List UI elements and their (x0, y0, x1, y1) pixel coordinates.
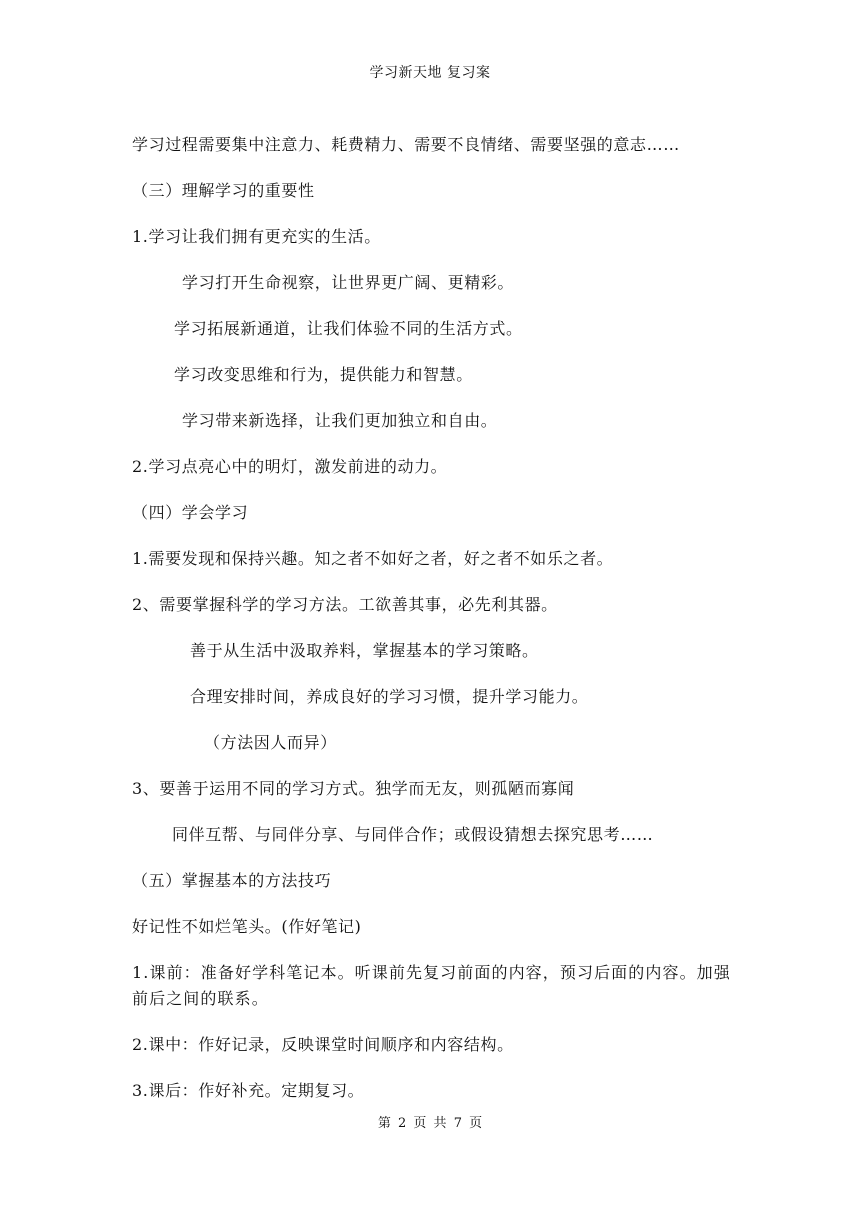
sub-point: 学习拓展新通道，让我们体验不同的生活方式。 (174, 319, 523, 338)
sub-point: 善于从生活中汲取养料，掌握基本的学习策略。 (190, 641, 539, 660)
sub-point: 学习带来新选择，让我们更加独立和自由。 (182, 411, 498, 430)
section-heading-3: （三）理解学习的重要性 (132, 181, 315, 200)
point-1: 1.需要发现和保持兴趣。知之者不如好之者，好之者不如乐之者。 (132, 549, 614, 568)
section-heading-4: （四）学会学习 (132, 503, 249, 522)
point-2: 2.学习点亮心中的明灯，激发前进的动力。 (132, 457, 448, 476)
point-3: 3.课后：作好补充。定期复习。 (132, 1081, 365, 1100)
document-body (132, 132, 732, 1124)
page-header: 学习新天地 复习案 (369, 65, 491, 81)
proverb: 好记性不如烂笔头。(作好笔记) (132, 917, 362, 936)
sub-point: 合理安排时间，养成良好的学习习惯，提升学习能力。 (190, 687, 589, 706)
point-2: 2、需要掌握科学的学习方法。工欲善其事，必先利其器。 (132, 595, 558, 614)
point-3: 3、要善于运用不同的学习方式。独学而无友，则孤陋而寡闻 (132, 779, 575, 798)
sub-point: 学习改变思维和行为，提供能力和智慧。 (174, 365, 473, 384)
paragraph-learning-process: 学习过程需要集中注意力、耗费精力、需要不良情绪、需要坚强的意志…… (132, 135, 680, 154)
section-heading-5: （五）掌握基本的方法技巧 (132, 871, 332, 890)
point-1: 1.课前：准备好学科笔记本。听课前先复习前面的内容，预习后面的内容。加强前后之间的联系。 (132, 963, 731, 1008)
point-1: 1.学习让我们拥有更充实的生活。 (132, 227, 381, 246)
page-number: 第 2 页 共 7 页 (377, 1116, 483, 1131)
sub-point: 学习打开生命视察，让世界更广阔、更精彩。 (182, 273, 515, 292)
note: （方法因人而异） (204, 733, 337, 752)
point-2: 2.课中：作好记录，反映课堂时间顺序和内容结构。 (132, 1035, 514, 1054)
sub-point: 同伴互帮、与同伴分享、与同伴合作；或假设猜想去探究思考…… (172, 825, 654, 844)
